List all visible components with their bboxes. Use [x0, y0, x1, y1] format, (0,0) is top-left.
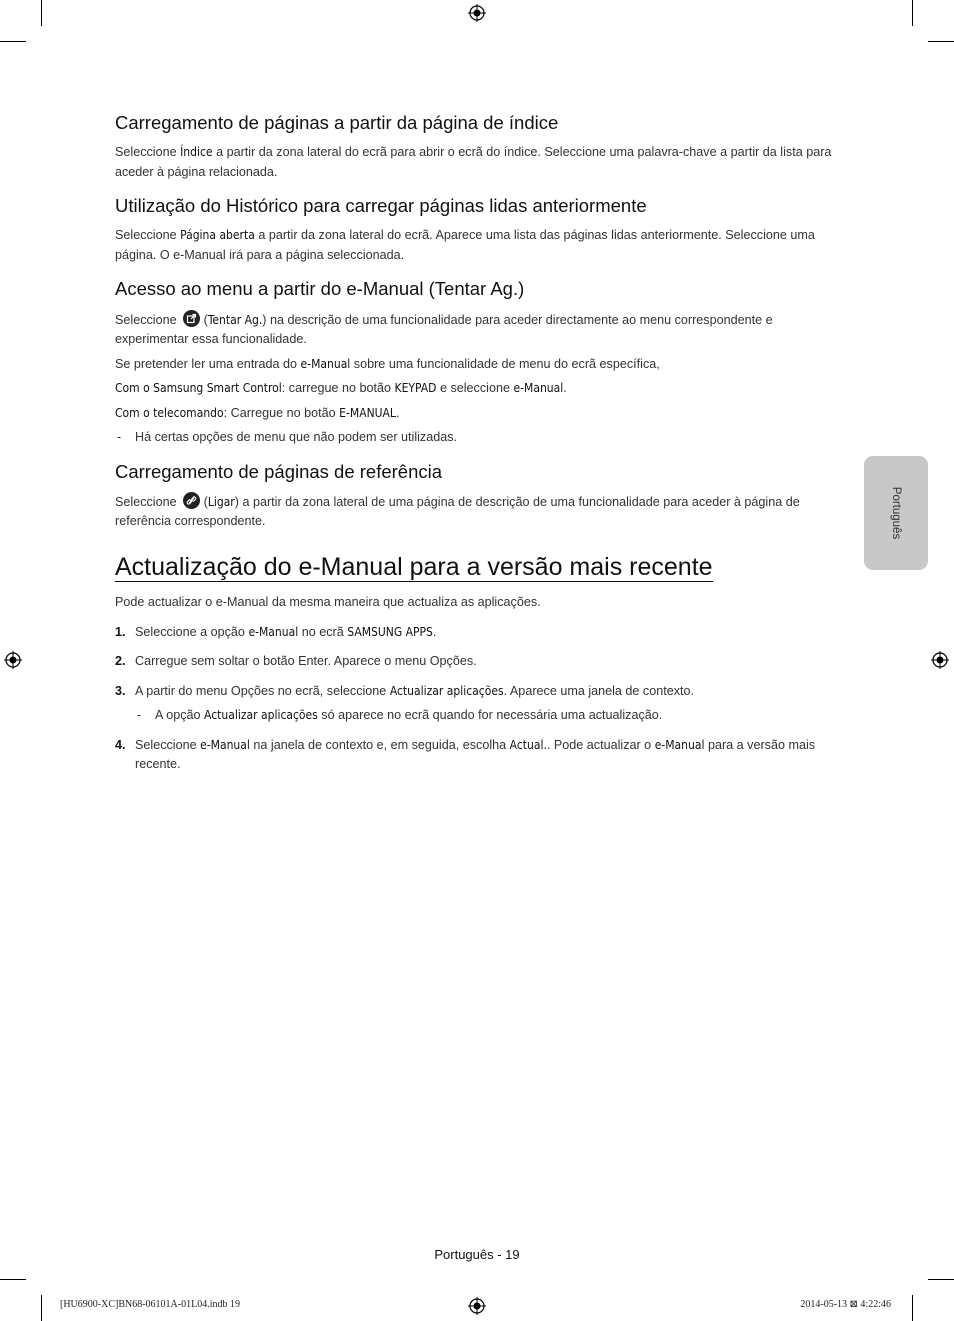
keyword: e-Manual: [248, 624, 299, 639]
note-text: A opção: [155, 708, 205, 722]
text: Seleccione: [115, 228, 181, 243]
paragraph: [115, 310, 835, 350]
note-dash: -: [137, 708, 142, 722]
section-title: Carregamento de páginas a partir da página de índice: [115, 112, 559, 133]
paragraph: [115, 226, 835, 265]
paragraph: [115, 379, 835, 399]
section-title: Carregamento de páginas de referência: [115, 460, 443, 482]
list-item: [115, 623, 835, 643]
text: (: [203, 494, 208, 509]
registration-mark-icon: [4, 651, 22, 669]
text: (: [203, 312, 208, 327]
intro: Pode actualizar o e-Manual da mesma maneira que actualiza as aplicações.: [115, 595, 541, 609]
list-item: [115, 736, 835, 775]
registration-mark-icon: [468, 1297, 486, 1315]
page-content: [115, 112, 835, 785]
keyword: Com o Samsung Smart Control: [115, 381, 282, 396]
text: Carregue sem soltar o botão Enter. Aparece o menu Opções.: [135, 654, 477, 668]
text: e seleccione: [436, 381, 514, 396]
text: sobre uma funcionalidade de menu do ecrã específica,: [350, 356, 660, 371]
step-number: 1.: [115, 624, 126, 639]
print-timestamp: 2014-05-13 ⊠ 4:22:46: [800, 1299, 891, 1310]
text: na janela de contexto e, em seguida, escolha: [249, 737, 510, 752]
text: Seleccione: [115, 494, 177, 509]
keyword: Página aberta: [180, 228, 255, 243]
crop-mark: [41, 1295, 42, 1321]
text: para a versão mais recente.: [135, 737, 816, 771]
keyword: Com o telecomando: [115, 405, 224, 420]
text: Seleccione: [115, 145, 181, 160]
steps-list: [115, 623, 835, 775]
paragraph: [115, 143, 835, 182]
page-number: Português - 19: [434, 1247, 520, 1262]
keyword: Tentar Ag.: [207, 312, 263, 327]
text: .: [563, 381, 567, 396]
list-item: [115, 682, 835, 726]
crop-mark: [0, 1279, 26, 1280]
keyword: Actual.: [509, 737, 547, 752]
file-info: [HU6900-XC]BN68-06101A-01L04.indb 19: [60, 1299, 240, 1310]
text: A partir do menu Opções no ecrã, seleccione: [135, 683, 390, 698]
language-tab-label: Português: [890, 486, 902, 540]
text: a partir da zona lateral do ecrã para abrir o ecrã do índice. Seleccione uma palavra-chave a partir da lista para aceder à página relacionada.: [115, 145, 832, 179]
section-update-emanual: [115, 554, 835, 775]
crop-mark: [928, 1279, 954, 1280]
text: . Aparece uma janela de contexto.: [503, 683, 695, 698]
keyword: KEYPAD: [394, 381, 437, 396]
section-try-now: [115, 278, 835, 447]
keyword: E-MANUAL: [339, 405, 396, 420]
link-icon: [183, 492, 200, 509]
note-text: só aparece no ecrã quando for necessária uma actualização.: [317, 708, 663, 722]
text: . Pode actualizar o: [546, 737, 655, 752]
step-number: 3.: [115, 683, 126, 698]
crop-mark: [0, 41, 26, 42]
text: ) a partir da zona lateral de uma página de descrição de uma funcionalidade para aceder à página de referência correspondente.: [115, 494, 800, 529]
registration-mark-icon: [931, 651, 949, 669]
step-number: 4.: [115, 737, 126, 752]
keyword: Índice: [180, 145, 213, 160]
section-title: Acesso ao menu a partir do e-Manual (Tentar Ag.): [115, 278, 525, 300]
crop-mark: [41, 0, 42, 26]
note-text: Há certas opções de menu que não podem ser utilizadas.: [135, 430, 458, 445]
section-reference-pages: [115, 461, 835, 532]
text: .: [395, 405, 400, 420]
keyword: e-Manual: [200, 737, 250, 752]
section-title: Utilização do Histórico para carregar páginas lidas anteriormente: [115, 195, 647, 217]
page-title: Actualização do e-Manual para a versão mais recente: [115, 552, 713, 581]
paragraph: [115, 404, 835, 424]
note: [135, 706, 835, 726]
keyword: Actualizar aplicações: [204, 708, 318, 722]
keyword: e-Manual: [654, 737, 705, 752]
paragraph: [115, 492, 835, 532]
text: .: [432, 624, 437, 639]
text: a partir da zona lateral do ecrã. Aparece uma lista das páginas lidas anteriormente. Seleccione uma página. O e-Manual irá para a página seleccionada.: [115, 228, 815, 262]
text: Seleccione a opção: [135, 624, 249, 639]
registration-mark-icon: [468, 4, 486, 22]
crop-mark: [928, 41, 954, 42]
paragraph: [115, 355, 835, 375]
note: [115, 428, 835, 448]
section-index-pages: [115, 112, 835, 182]
text: Seleccione: [135, 737, 201, 752]
text: ) na descrição de uma funcionalidade para aceder directamente ao menu correspondente e experimentar essa funcionalidade.: [115, 312, 773, 347]
keyword: SAMSUNG APPS: [347, 624, 433, 639]
step-number: 2.: [115, 654, 126, 668]
crop-mark: [912, 1295, 913, 1321]
text: : Carregue no botão: [223, 405, 340, 420]
try-now-icon: [183, 310, 200, 327]
note-dash: -: [117, 430, 122, 445]
text: Seleccione: [115, 312, 177, 327]
crop-mark: [912, 0, 913, 26]
keyword: e-Manual: [513, 381, 564, 396]
keyword: e-Manual: [300, 356, 351, 371]
language-side-tab: [864, 456, 928, 570]
text: Se pretender ler uma entrada do: [115, 356, 301, 371]
list-item: [115, 652, 835, 672]
keyword: Ligar: [207, 494, 235, 509]
text: : carregue no botão: [281, 381, 395, 396]
section-history: [115, 195, 835, 265]
text: no ecrã: [298, 624, 348, 639]
keyword: Actualizar aplicações: [389, 683, 504, 698]
